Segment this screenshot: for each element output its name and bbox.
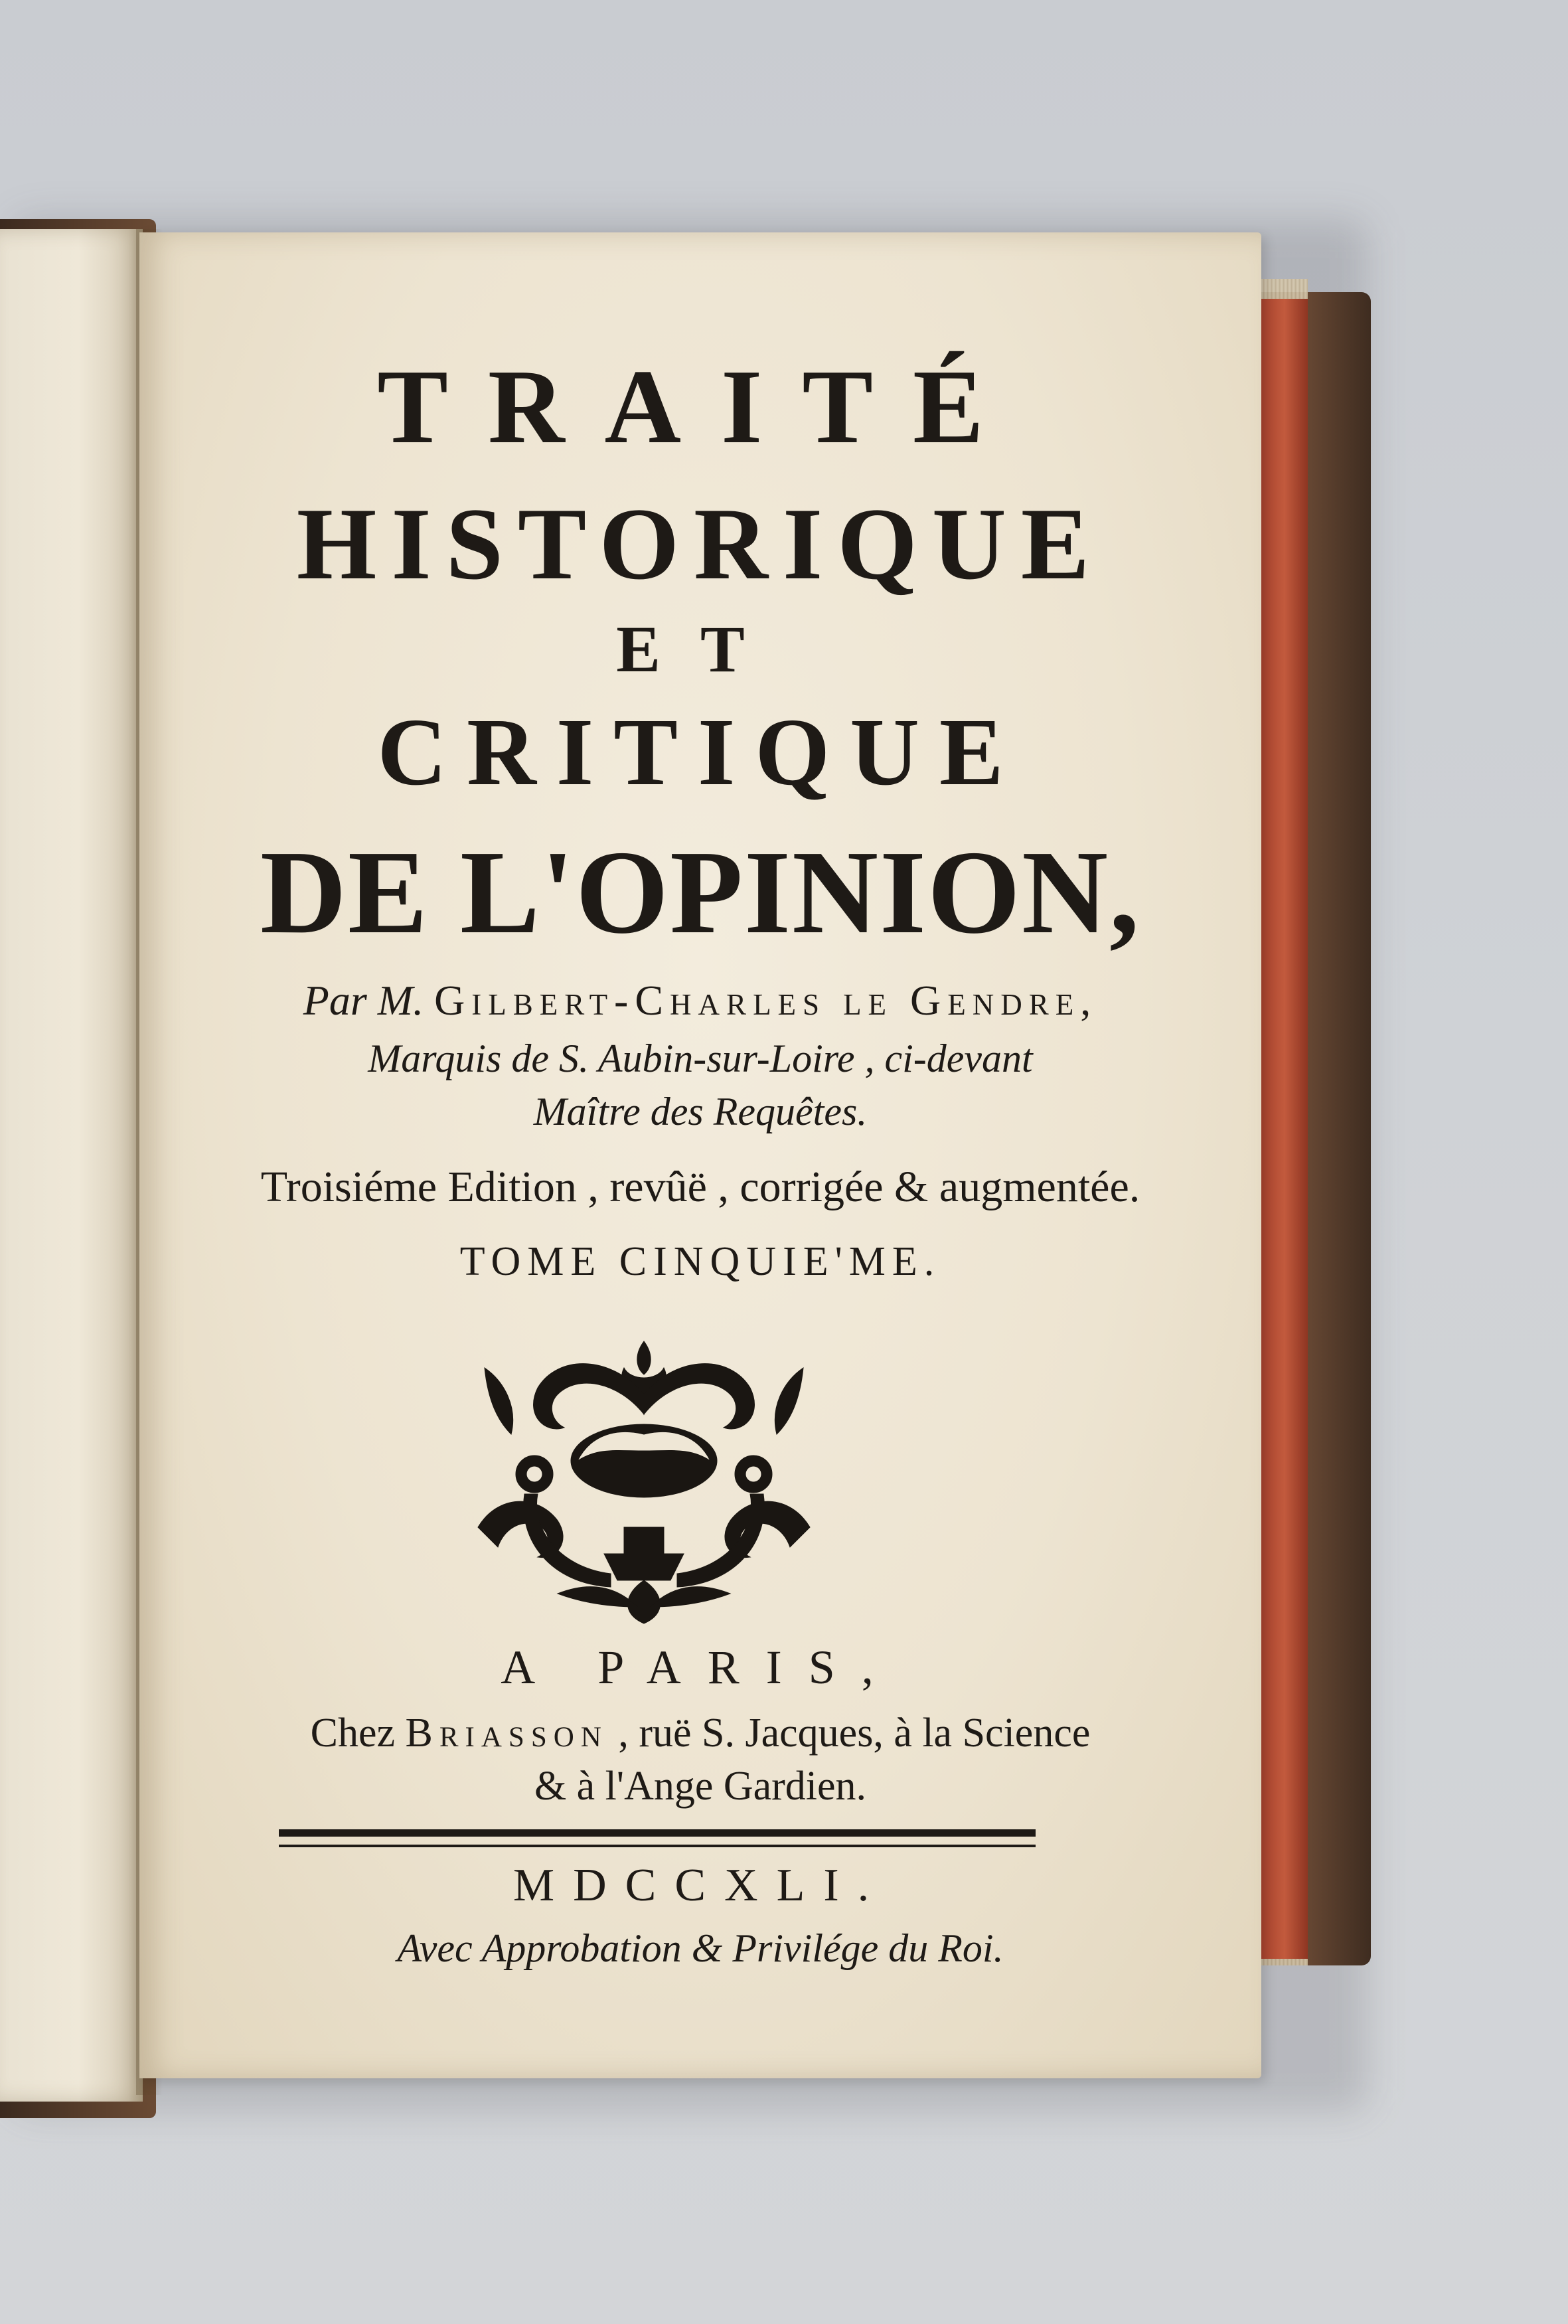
author-line: [139, 976, 1261, 1025]
year-line: MDCCXLI.: [512, 1860, 888, 1911]
tome-line: TOME CINQUIE'ME.: [459, 1239, 941, 1284]
divider-rule-thin: [279, 1845, 1036, 1847]
left-page: [0, 229, 143, 2102]
divider-rule-thick: [279, 1829, 1036, 1837]
edition-line: Troisiéme Edition , revûë , corrigée & augmentée.: [260, 1163, 1140, 1211]
author-office-line: Maître des Requêtes.: [533, 1090, 868, 1133]
city-line: A PARIS,: [501, 1641, 900, 1694]
author-name: Gilbert-Charles le Gendre,: [434, 977, 1098, 1024]
red-page-edge: [1261, 299, 1308, 1959]
title-line-2: HISTORIQUE: [296, 487, 1105, 601]
title-line-4: CRITIQUE: [377, 699, 1024, 805]
floral-vignette-icon: [458, 1328, 830, 1627]
title-line-5: DE L'OPINION,: [260, 826, 1141, 958]
publisher-prefix: Chez: [310, 1710, 396, 1756]
publisher-line: [139, 1710, 1261, 1757]
author-prefix: Par M.: [303, 977, 424, 1024]
publisher-address: , ruë S. Jacques, à la Science: [618, 1710, 1091, 1756]
author-title-line: Marquis de S. Aubin-sur-Loire , ci-devant: [368, 1037, 1033, 1080]
approbation-line: Avec Approbation & Privilége du Roi.: [397, 1926, 1004, 1970]
title-line-1: TRAITÉ: [377, 347, 1024, 465]
title-line-3: ET: [616, 612, 785, 686]
publisher-name: Briasson: [405, 1710, 608, 1756]
publisher-sign-line: & à l'Ange Gardien.: [534, 1764, 867, 1809]
